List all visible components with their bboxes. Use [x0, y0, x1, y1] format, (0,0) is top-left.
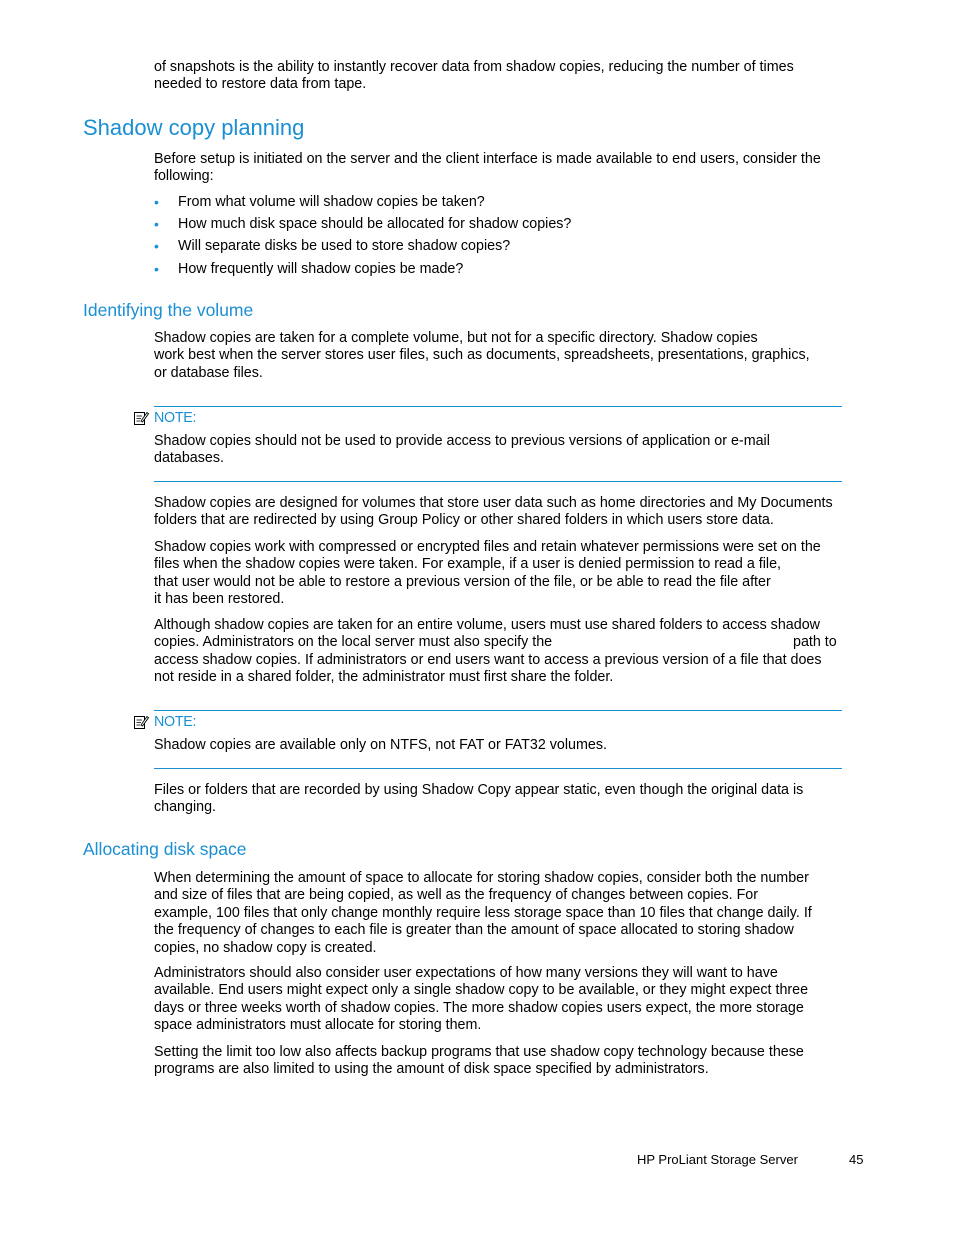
text-line: Files or folders that are recorded by using Shadow Copy appear static, even though the original data is: [154, 782, 804, 798]
text-line: available. End users might expect only a single shadow copy to be available, or they might expect three: [154, 982, 809, 999]
text-line: it has been restored.: [154, 591, 285, 608]
footer-title: HP ProLiant Storage Server: [637, 1152, 798, 1167]
page-number: 45: [849, 1152, 864, 1167]
text-segment: path to: [793, 634, 837, 651]
text-line: copies, no shadow copy is created.: [154, 939, 377, 956]
text-line: Shadow copies are taken for a complete volume, but not for a specific directory. Shadow copies: [154, 330, 758, 346]
text-segment: copies. Administrators on the local server must also specify the: [154, 634, 553, 651]
identifying-paragraph-1: [154, 330, 860, 382]
note-label: NOTE:: [154, 714, 197, 730]
bullet-dot: •: [154, 238, 159, 255]
text-line: changing.: [154, 799, 217, 816]
bullet-dot: •: [154, 194, 159, 210]
text-line: that user would not be able to restore a previous version of the file, or be able to read the file after: [154, 573, 771, 590]
note-body: [154, 737, 860, 754]
intro-paragraph: [154, 59, 860, 94]
note-header: [133, 712, 196, 732]
note-top-rule: [154, 406, 842, 407]
text-line: days or three weeks worth of shadow copies. The more shadow copies users expect, the more storage: [154, 999, 804, 1016]
text-line: Although shadow copies are taken for an entire volume, users must use shared folders to access shadow: [154, 617, 820, 633]
list-item-text: How much disk space should be allocated for shadow copies?: [178, 216, 572, 233]
list-item-text: Will separate disks be used to store shadow copies?: [178, 238, 511, 255]
text-line: or database files.: [154, 364, 263, 381]
text-line: When determining the amount of space to allocate for storing shadow copies, consider both the number: [154, 870, 809, 886]
text-line: and size of files that are being copied, as well as the frequency of changes between copies. For: [154, 887, 759, 904]
text-line: space administrators must allocate for storing them.: [154, 1017, 482, 1034]
bullet-dot: •: [154, 216, 159, 233]
note-body: [154, 433, 860, 468]
allocating-paragraph-1: [154, 870, 860, 957]
text-line: access shadow copies. If administrators or end users want to access a previous version of a file that does: [154, 651, 822, 668]
text-line: Shadow copies should not be used to provide access to previous versions of application or e-mail: [154, 433, 770, 449]
note-pencil-icon: [133, 714, 149, 730]
list-item-text: From what volume will shadow copies be taken?: [178, 194, 485, 210]
text-line: example, 100 files that only change monthly require less storage space than 10 files that change daily. If: [154, 904, 812, 921]
text-line: Before setup is initiated on the server and the client interface is made available to end users, consider the: [154, 151, 821, 167]
section-title: Shadow copy planning: [83, 115, 305, 140]
intro-line: of snapshots is the ability to instantly recover data from shadow copies, reducing the number of times: [154, 59, 794, 75]
text-line: databases.: [154, 450, 224, 467]
text-line: Shadow copies work with compressed or encrypted files and retain whatever permissions were set on the: [154, 539, 821, 555]
identifying-paragraph-5: [154, 782, 860, 817]
note-label: NOTE:: [154, 410, 197, 426]
note-header: [133, 408, 196, 428]
list-item-text: How frequently will shadow copies be made?: [178, 260, 464, 277]
text-line: following:: [154, 168, 214, 185]
text-line: files when the shadow copies were taken. For example, if a user is denied permission to read a file,: [154, 556, 782, 573]
text-line: not reside in a shared folder, the administrator must first share the folder.: [154, 669, 614, 686]
note-pencil-icon: [133, 410, 149, 426]
note-bottom-rule: [154, 481, 842, 482]
text-line: folders that are redirected by using Group Policy or other shared folders in which users store data.: [154, 512, 774, 529]
identifying-paragraph-4: [154, 617, 860, 687]
text-line: Setting the limit too low also affects backup programs that use shadow copy technology because these: [154, 1044, 804, 1060]
text-line: the frequency of changes to each file is greater than the amount of space allocated to storing shadow: [154, 922, 794, 939]
intro-line: needed to restore data from tape.: [154, 76, 367, 93]
text-line: programs are also limited to using the amount of disk space specified by administrators.: [154, 1061, 709, 1078]
allocating-paragraph-3: [154, 1044, 860, 1079]
text-line: Shadow copies are designed for volumes that store user data such as home directories and My Documents: [154, 495, 833, 511]
allocating-paragraph-2: [154, 965, 860, 1035]
subsection-title-allocating: Allocating disk space: [83, 839, 247, 859]
note-bottom-rule: [154, 768, 842, 769]
text-line: Administrators should also consider user expectations of how many versions they will want to have: [154, 965, 778, 981]
text-line: Shadow copies are available only on NTFS, not FAT or FAT32 volumes.: [154, 737, 607, 753]
section-intro-paragraph: [154, 151, 860, 186]
subsection-title-identifying: Identifying the volume: [83, 300, 254, 320]
note-top-rule: [154, 710, 842, 711]
identifying-paragraph-3: [154, 539, 860, 609]
bullet-dot: •: [154, 260, 159, 277]
text-line: work best when the server stores user files, such as documents, spreadsheets, presentations, graphics,: [154, 347, 810, 364]
identifying-paragraph-2: [154, 495, 860, 530]
text-line: [154, 634, 860, 651]
